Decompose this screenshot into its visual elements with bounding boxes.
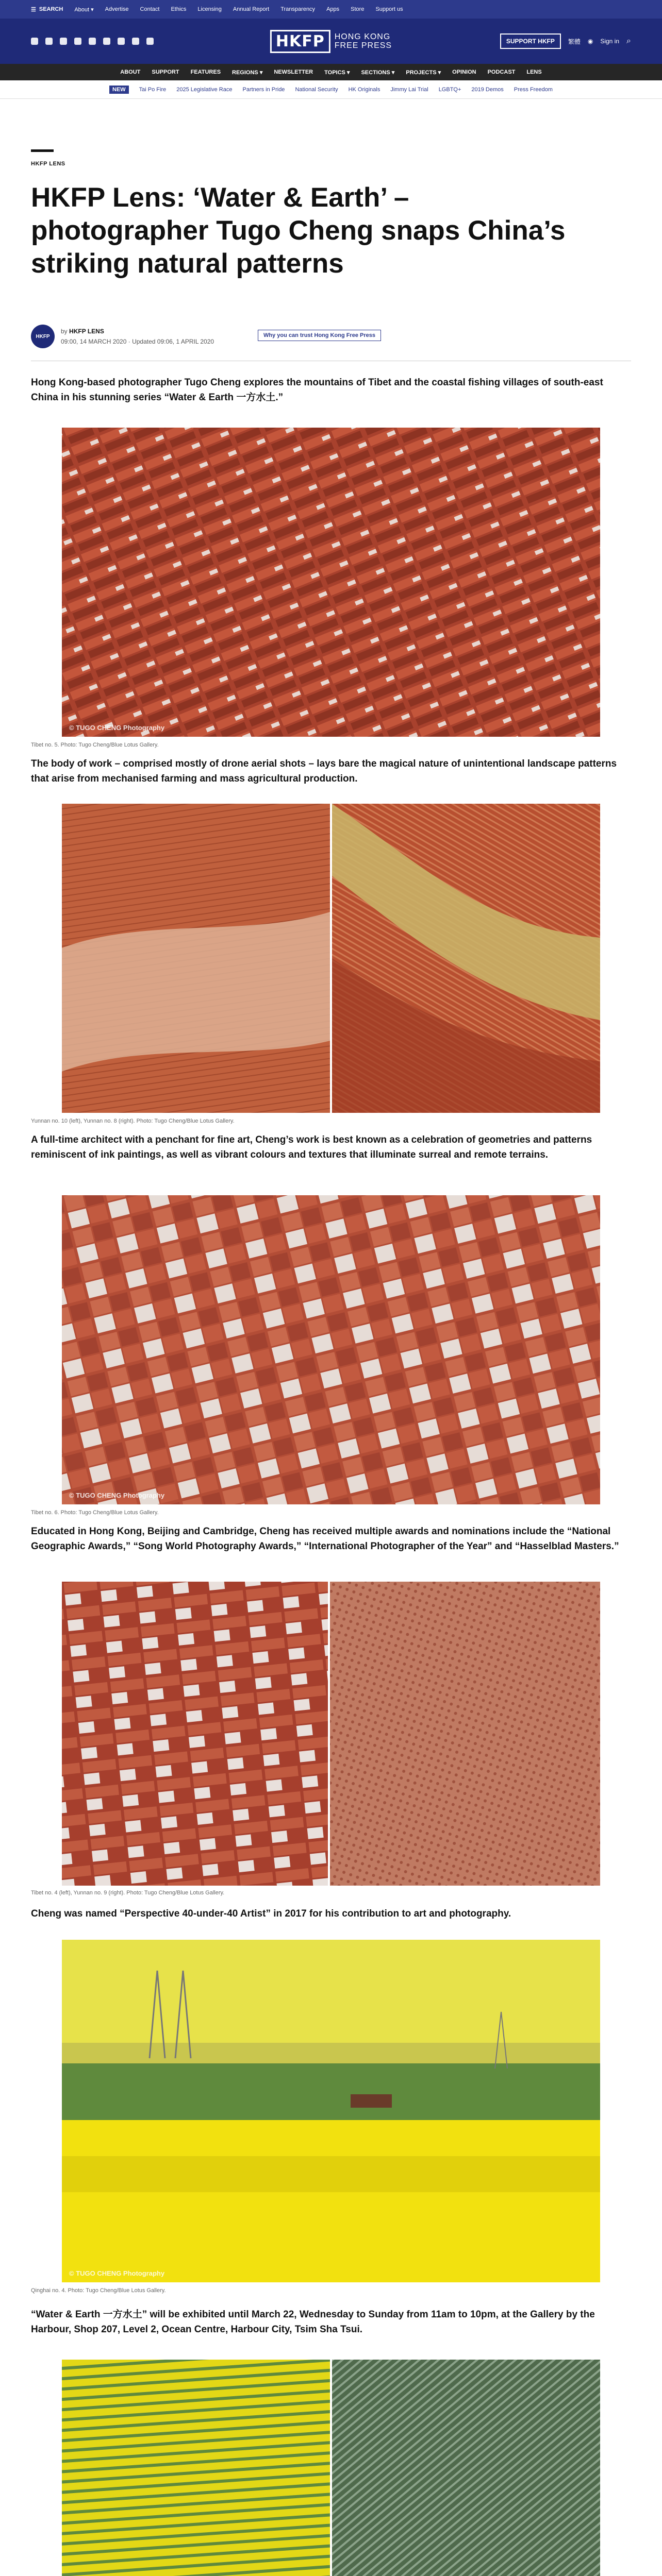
support-hkfp-button[interactable]: SUPPORT HKFP [500, 33, 561, 49]
signin-link[interactable]: Sign in [600, 38, 620, 45]
utility-link-annual-report[interactable]: Annual Report [233, 6, 270, 12]
article-paragraph: “Water & Earth 一方水土” will be exhibited until March 22, Wednesday to Sunday from 11am to 10pm, at the Gallery by the Harbour, Shop 207, Level 2, Ocean Centre, Harbour City, Tsim Sha Tsui. [31, 2309, 595, 2335]
utility-link-licensing[interactable]: Licensing [197, 6, 222, 12]
nav-podcast[interactable]: PODCAST [487, 69, 516, 75]
instagram-icon[interactable] [60, 38, 67, 45]
nav-support[interactable]: SUPPORT [152, 69, 179, 75]
new-badge: NEW [109, 86, 129, 94]
search-button[interactable]: ☰ SEARCH [31, 6, 63, 13]
utility-link-transparency[interactable]: Transparency [280, 6, 316, 12]
brand-bar [0, 19, 662, 64]
mail-icon[interactable] [118, 38, 125, 45]
youtube-icon[interactable] [89, 38, 96, 45]
utility-bar [0, 0, 662, 19]
byline: HKFP by HKFP LENS 09:00, 14 MARCH 2020 · Updated 09:06, 1 APRIL 2020 [31, 325, 214, 348]
publish-dates: 09:00, 14 MARCH 2020 · Updated 09:06, 1 APRIL 2020 [61, 338, 214, 345]
tibet-terrace-image [62, 428, 600, 737]
logo-line-1: HONG KONG [334, 32, 391, 41]
logo-line-2: FREE PRESS [334, 41, 392, 50]
article-paragraph: The body of work – comprised mostly of drone aerial shots – lays bare the magical nature of unintentional landscape patterns that arise from mechanised farming and mass agricultural production. [31, 758, 617, 784]
photo-watermark: © TUGO CHENG Photography [69, 2269, 165, 2277]
avatar[interactable]: HKFP [31, 325, 55, 348]
photo-caption: Tibet no. 6. Photo: Tugo Cheng/Blue Lotus Gallery. [31, 1510, 159, 1516]
language-link[interactable]: 繁體 [568, 38, 581, 45]
tag-link[interactable]: Jimmy Lai Trial [390, 86, 428, 93]
tag-link[interactable]: National Security [295, 86, 338, 93]
nav-features[interactable]: FEATURES [190, 69, 221, 75]
utility-link-ethics[interactable]: Ethics [171, 6, 187, 12]
nav-opinion[interactable]: OPINION [452, 69, 476, 75]
bluesky-icon[interactable] [103, 38, 110, 45]
tibet-fields-image [62, 1195, 600, 1504]
article-paragraph: Cheng was named “Perspective 40-under-40 Artist” in 2017 for his contribution to art and photography. [31, 1908, 511, 1919]
author-name[interactable]: HKFP LENS [69, 328, 104, 335]
telegram-icon[interactable] [146, 38, 154, 45]
tag-link[interactable]: Partners in Pride [242, 86, 285, 93]
nav-regions[interactable]: REGIONS ▾ [232, 69, 263, 76]
tag-link[interactable]: 2025 Legislative Race [176, 86, 233, 93]
utility-link-support[interactable]: Support us [375, 6, 403, 12]
tag-link[interactable]: HK Originals [348, 86, 380, 93]
tag-link[interactable]: LGBTQ+ [438, 86, 461, 93]
nav-projects[interactable]: PROJECTS ▾ [406, 69, 441, 76]
photo-caption: Tibet no. 5. Photo: Tugo Cheng/Blue Lotus Gallery. [31, 742, 159, 748]
article-photo[interactable] [62, 2360, 600, 2576]
nav-newsletter[interactable]: NEWSLETTER [274, 69, 313, 75]
photo-watermark: © TUGO CHENG Photography [69, 724, 165, 732]
photo-caption: Qinghai no. 4. Photo: Tugo Cheng/Blue Lotus Gallery. [31, 2287, 166, 2294]
site-logo[interactable]: HKFP HONG KONG FREE PRESS [270, 30, 392, 53]
social-links [31, 38, 154, 45]
article-photo[interactable] [62, 1195, 600, 1504]
qinghai-rapeseed-image [62, 1940, 600, 2282]
nav-sections[interactable]: SECTIONS ▾ [361, 69, 395, 76]
utility-link-apps[interactable]: Apps [326, 6, 340, 12]
article-photo[interactable] [62, 428, 600, 737]
tibet-yunnan-image [62, 1582, 600, 1886]
trust-link[interactable]: Why you can trust Hong Kong Free Press [258, 330, 381, 341]
utility-link-advertise[interactable]: Advertise [105, 6, 129, 12]
article-photo[interactable] [62, 1582, 600, 1886]
menu-icon: ☰ [31, 6, 36, 13]
user-icon[interactable]: ◉ [587, 38, 593, 45]
nav-topics[interactable]: TOPICS ▾ [324, 69, 350, 76]
article-photo[interactable] [62, 1940, 600, 2282]
main-nav [0, 64, 662, 80]
yunnan-fields-image [62, 804, 600, 1113]
trending-tags [0, 80, 662, 99]
search-icon[interactable]: ⌕ [626, 37, 631, 45]
article-paragraph: Educated in Hong Kong, Beijing and Cambridge, Cheng has received multiple awards and nominations include the “National Geographic Awards,” “Song World Photography Awards,” “International Photographer of the Year” and “Hasselblad Masters.” [31, 1526, 619, 1552]
nav-about[interactable]: ABOUT [120, 69, 141, 75]
section-rule [31, 149, 54, 152]
x-icon[interactable] [45, 38, 53, 45]
photo-caption: Yunnan no. 10 (left), Yunnan no. 8 (right). Photo: Tugo Cheng/Blue Lotus Gallery. [31, 1118, 235, 1124]
facebook-icon[interactable] [31, 38, 38, 45]
threads-icon[interactable] [74, 38, 81, 45]
article-category[interactable]: HKFP LENS [31, 161, 65, 167]
article-paragraph: Hong Kong-based photographer Tugo Cheng explores the mountains of Tibet and the coastal fishing villages of south-east China in his stunning series “Water & Earth 一方水土.” [31, 377, 603, 403]
photo-caption: Tibet no. 4 (left), Yunnan no. 9 (right). Photo: Tugo Cheng/Blue Lotus Gallery. [31, 1890, 225, 1896]
tag-link[interactable]: Press Freedom [514, 86, 553, 93]
photo-watermark: © TUGO CHENG Photography [69, 1492, 165, 1499]
utility-link-contact[interactable]: Contact [140, 6, 160, 12]
article-paragraph: A full-time architect with a penchant for fine art, Cheng’s work is best known as a celebration of geometries and patterns reminiscent of ink paintings, as well as vibrant colours and textures that illuminate surreal and remote terrains. [31, 1134, 592, 1160]
tag-link[interactable]: Tai Po Fire [139, 86, 167, 93]
qinghai-shaoxing-image [62, 2360, 600, 2576]
nav-lens[interactable]: LENS [526, 69, 542, 75]
article-title: HKFP Lens: ‘Water & Earth’ – photographer Tugo Cheng snaps China’s striking natural patterns [31, 182, 566, 279]
utility-link-about[interactable]: About ▾ [74, 6, 94, 13]
tag-link[interactable]: 2019 Demos [471, 86, 504, 93]
article-photo[interactable] [62, 804, 600, 1113]
whatsapp-icon[interactable] [132, 38, 139, 45]
utility-link-store[interactable]: Store [351, 6, 365, 12]
